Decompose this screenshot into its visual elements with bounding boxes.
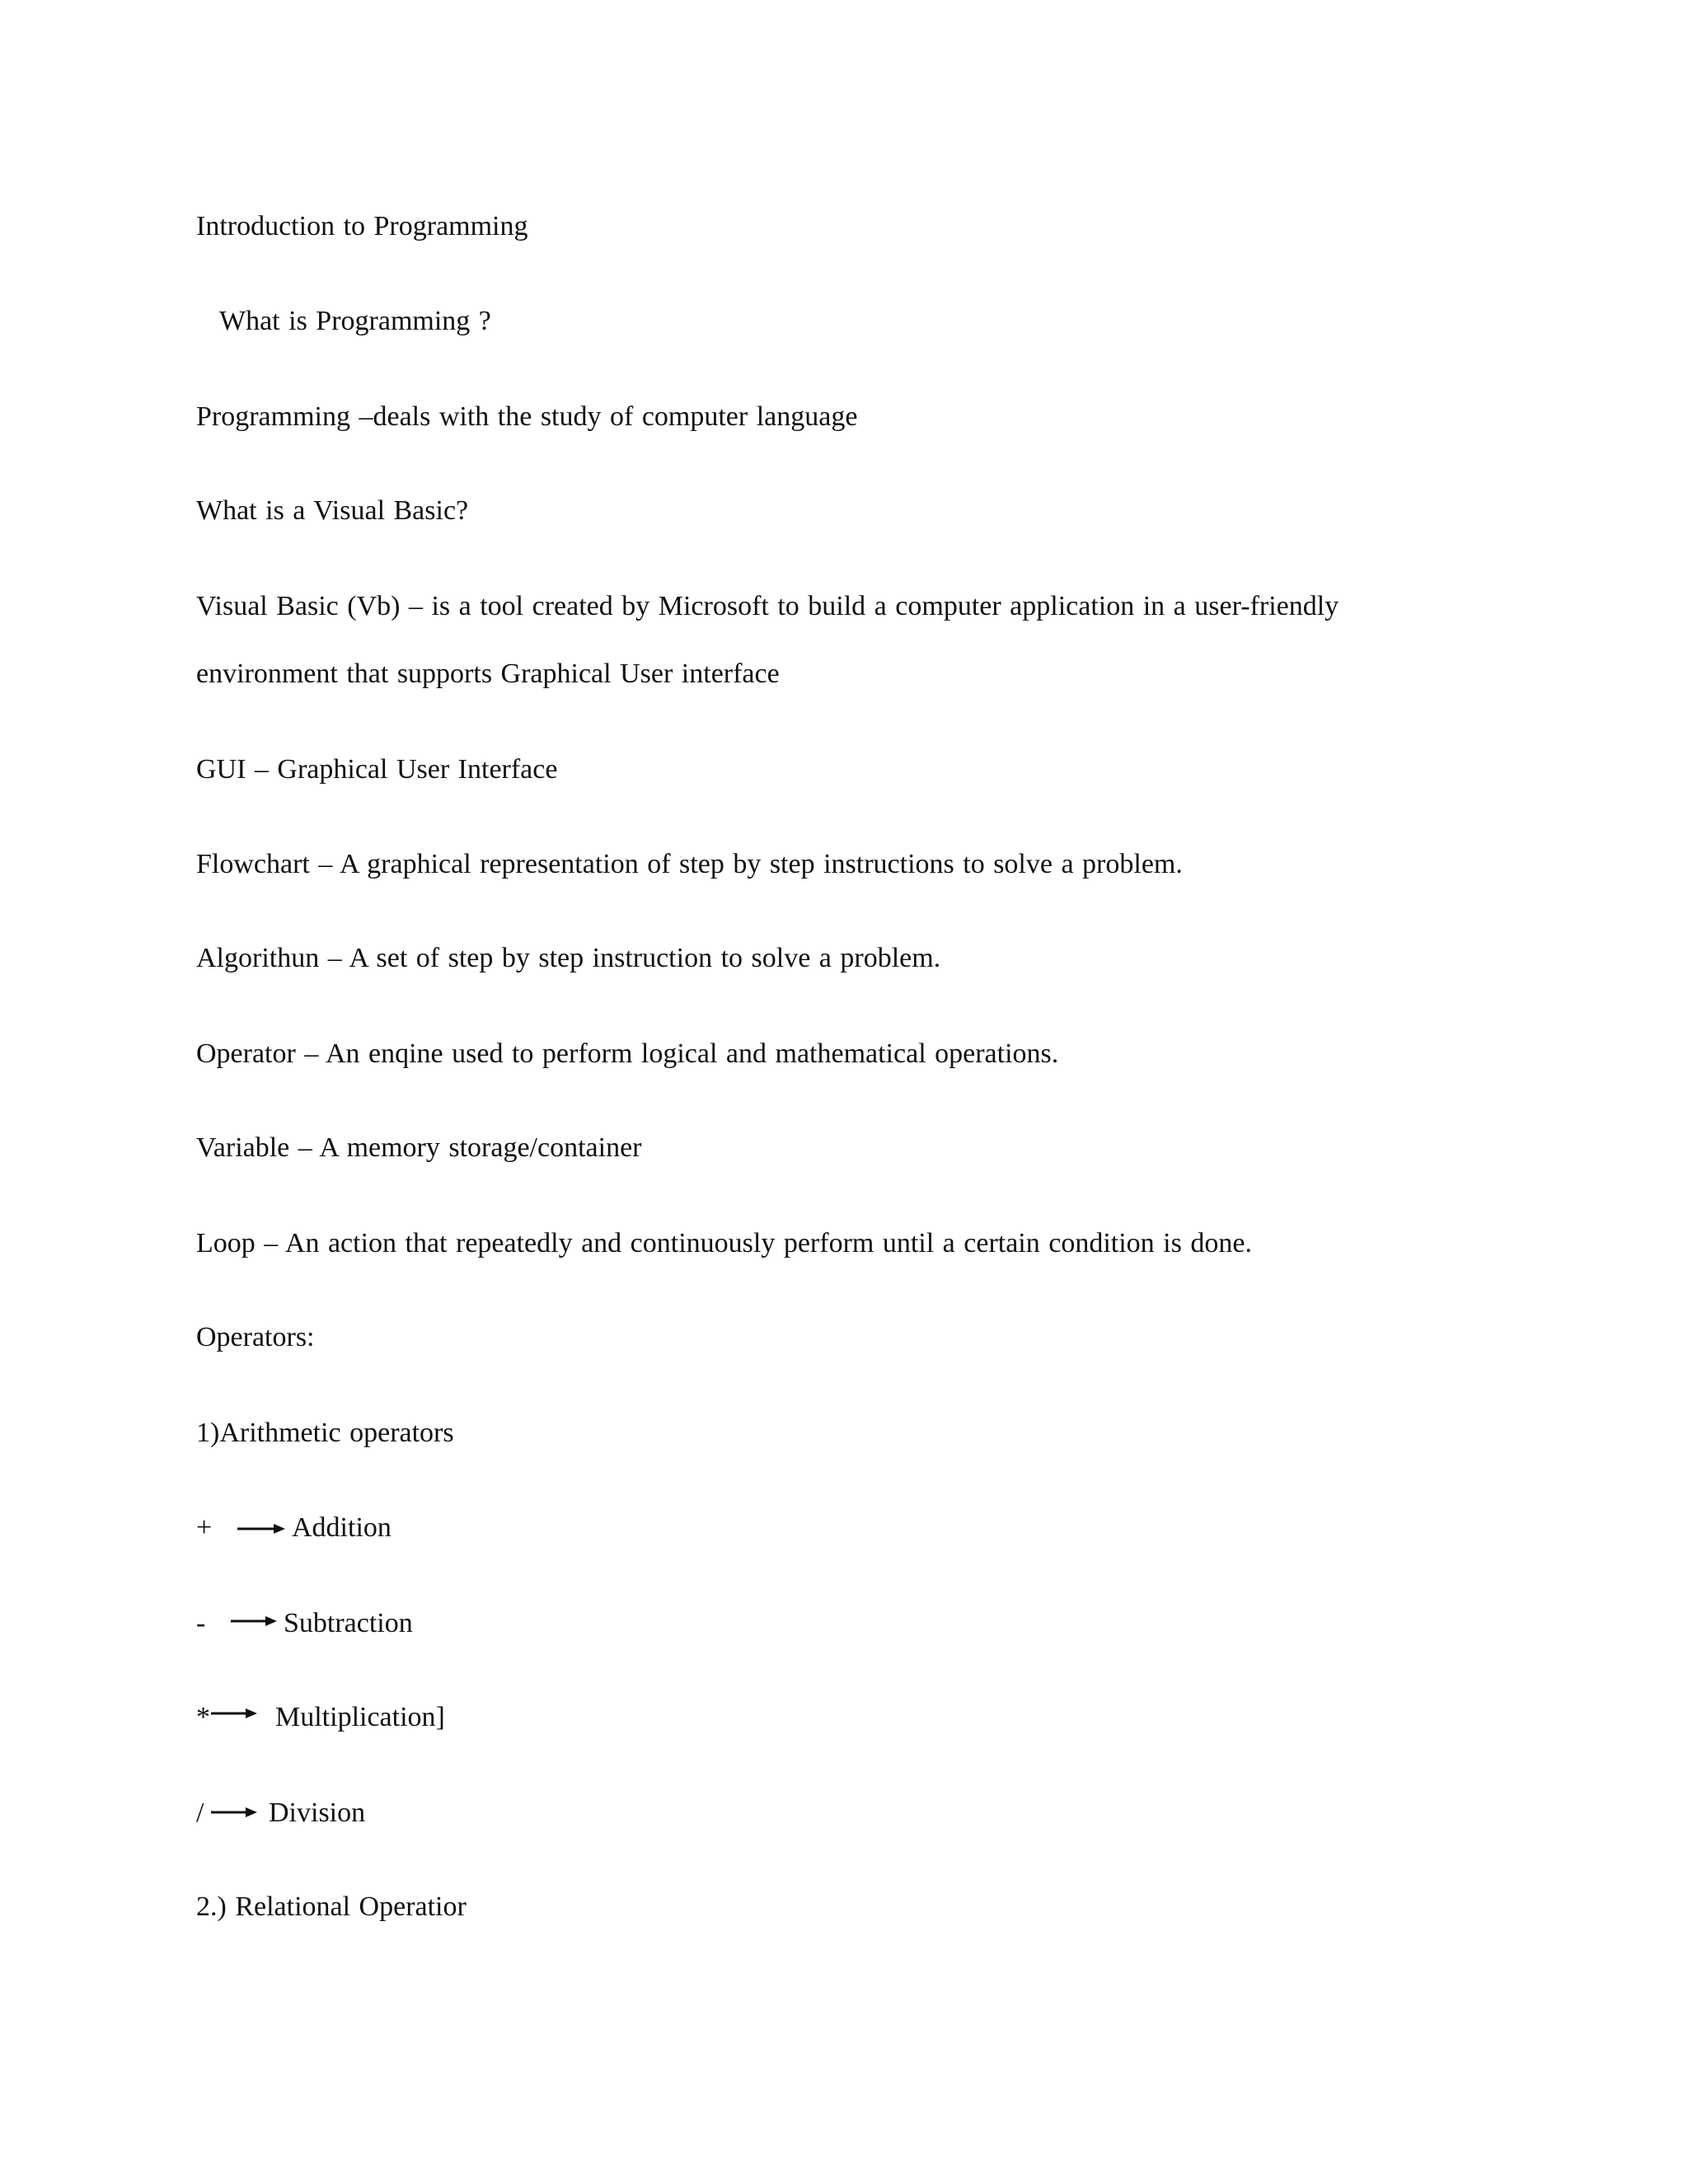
right-arrow-icon [237, 1523, 285, 1535]
definition-loop: Loop – An action that repeatedly and continuously perform until a certain condition is done. [196, 1228, 1252, 1258]
operator-symbol: * [196, 1702, 210, 1732]
definition-operator: Operator – An enqine used to perform logical and mathematical operations. [196, 1038, 1059, 1069]
definition-programming: Programming –deals with the study of computer language [196, 401, 858, 432]
right-arrow-icon [211, 1807, 257, 1818]
question-what-is-visual-basic: What is a Visual Basic? [196, 495, 469, 526]
right-arrow-icon [211, 1708, 257, 1719]
operator-symbol: / [196, 1797, 204, 1828]
operator-row-multiplication [0, 1701, 1688, 1734]
operator-name: Subtraction [284, 1608, 413, 1638]
operators-heading: Operators: [196, 1322, 315, 1352]
document-title: Introduction to Programming [196, 211, 528, 241]
operator-symbol: + [196, 1512, 213, 1543]
operator-row-addition [0, 1511, 1688, 1544]
arithmetic-operators-heading: 1)Arithmetic operators [196, 1418, 454, 1448]
operator-name: Addition [292, 1512, 392, 1543]
definition-visual-basic-line-2: environment that supports Graphical User interface [196, 658, 780, 689]
relational-operators-heading: 2.) Relational Operatior [196, 1891, 467, 1922]
operator-name: Multiplication] [275, 1702, 445, 1732]
definition-algorithm: Algorithun – A set of step by step instruction to solve a problem. [196, 943, 941, 973]
definition-visual-basic-line-1: Visual Basic (Vb) – is a tool created by Microsoft to build a computer application in a user-friendly [196, 591, 1339, 621]
right-arrow-icon [231, 1615, 277, 1627]
definition-flowchart: Flowchart – A graphical representation of step by step instructions to solve a problem. [196, 849, 1183, 879]
definition-variable: Variable – A memory storage/container [196, 1132, 642, 1163]
question-what-is-programming: What is Programming ? [219, 306, 491, 336]
operator-symbol: - [196, 1608, 206, 1638]
definition-gui: GUI – Graphical User Interface [196, 754, 558, 785]
operator-row-division [0, 1797, 1688, 1830]
operator-row-subtraction [0, 1607, 1688, 1640]
operator-name: Division [269, 1797, 366, 1828]
